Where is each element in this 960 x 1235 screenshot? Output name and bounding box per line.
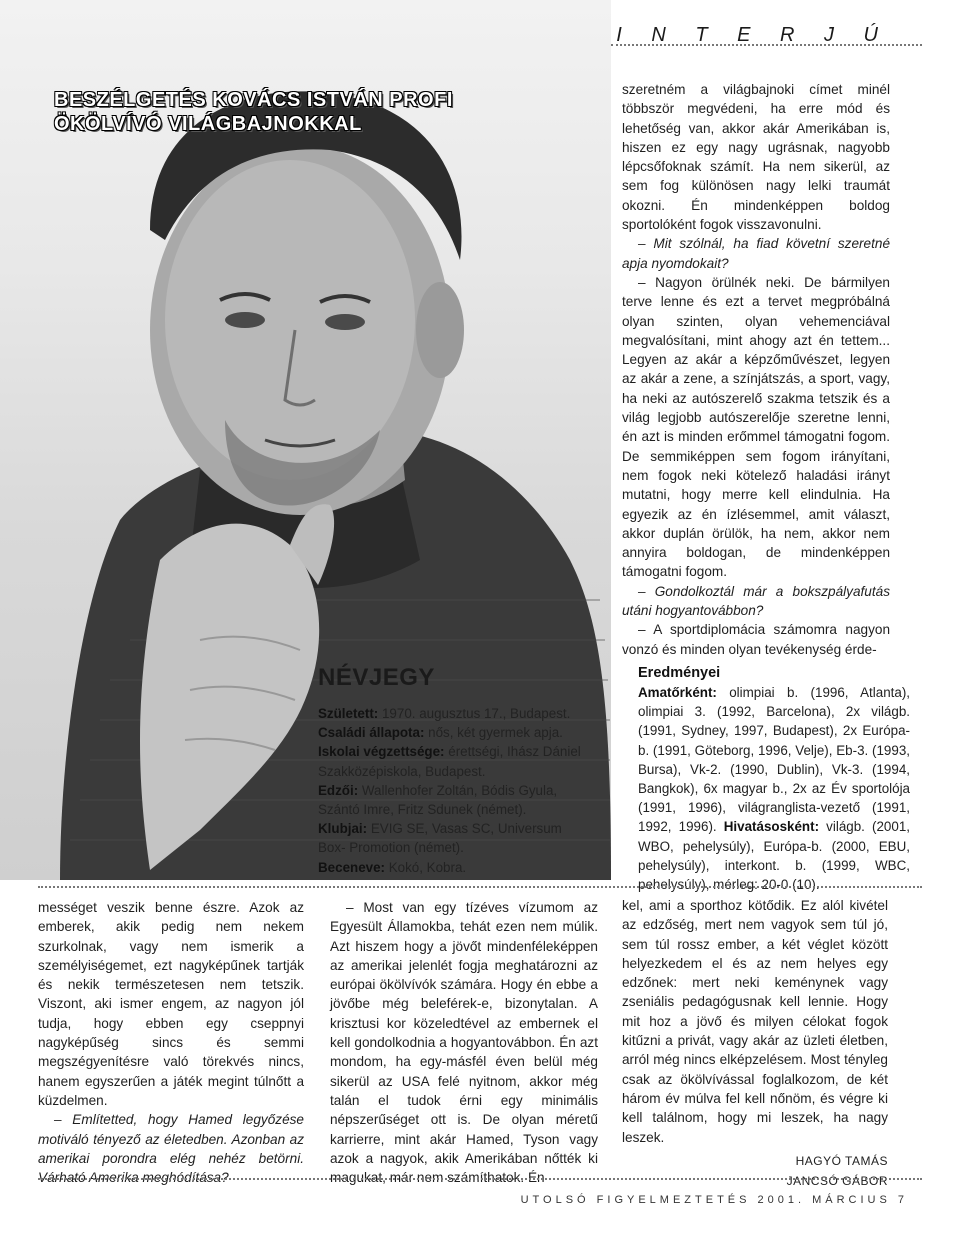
nevjegy-value: EVIG SE, Vasas SC, Universum Box- Promotion (német). — [318, 821, 562, 856]
bottom-divider — [38, 1178, 922, 1180]
results-title: Eredményei — [638, 665, 721, 681]
paragraph: – Nagyon örülnék neki. De bármilyen terve lenne és ezt a tervet megpróbálná olyan szinten, olyan vehemenciával megvalósítani, mint ahogy azt én tettem... Legyen az akár a képzőművészet, legyen az akár a zene, a színjátszás, a sport, vagy, ha neki az autószerelő szakma tetszik és a világ legjobb autószerelője szeretne lenni, én azt is minden erőmmel támogatni fogom. De semmiképpen sem fogom irányítani, nem fogok neki kötelező haladási irányt mutatni, hogy merre kell elindulnia. Ha egyezik az én ízlésemmel, amit választ, akkor duplán örülök, ha nem, akkor nem annyira boldogan, de mindenképpen támogatni fogom. — [622, 274, 890, 580]
results-text — [638, 683, 910, 894]
paragraph: kel, ami a sporthoz kötődik. Ez alól kivétel az edzőség, mert nem vagyok sem túl jó, sem túl rossz ember, a két véglet között helyezkedem el és az nem helyes egy edzőnek: mert neki keménynek vagy zseniális pedagógusnak kell lennie. Hogy mit hoz a jövő és milyen célokat fogok kitűzni a privát, vagy akár az üzleti életben, arról még nincs elképzelésem. Most tényleg csak az ökölvívással foglalkozom, de két három év múlva fel kell nőnöm, és végre ki kell találnom, hogy mi leszek, ha nagy leszek. — [622, 898, 888, 1145]
nevjegy-label: Iskolai végzettsége: — [318, 744, 445, 760]
nevjegy-value: Kokó, Kobra. — [385, 859, 467, 875]
question-paragraph: – Mit szólnál, ha fiad követní szeretné apja nyomdokait? — [622, 236, 890, 271]
nevjegy-row — [318, 704, 588, 723]
nevjegy-info — [318, 704, 588, 877]
question-paragraph: – Gondolkoztál már a bokszpályafutás utáni hogyantovábbon? — [622, 583, 890, 619]
question-paragraph: – Említetted, hogy Hamed legyőzése motiváló tényező az életedben. Azonban az amerikai porondra elég nehéz betörni. Várható Amerika meghódítása? — [38, 1112, 304, 1186]
nevjegy-row — [318, 781, 588, 819]
nevjegy-row — [318, 858, 588, 877]
header-divider — [611, 44, 922, 46]
amateur-label: Amatőrként: — [638, 685, 717, 700]
article-headline: BESZÉLGETÉS KOVÁCS ISTVÁN PROFI ÖKÖLVÍVÓ VILÁGBAJNOKKAL — [54, 89, 453, 135]
nevjegy-value: érettségi, Ihász Dániel Szakközépiskola, Budapest. — [318, 744, 581, 779]
nevjegy-value: Wallenhofer Zoltán, Bódis Gyula, Szántó Imre, Fritz Sdunek (német). — [318, 782, 558, 818]
nevjegy-label: Klubjai: — [318, 821, 368, 837]
nevjegy-row — [318, 742, 588, 780]
paragraph: mességet veszik benne észre. Azok az emberek, akik pedig nem nekem szurkolnak, vagy nem ismerik a személyiségemet, ezt nagyképűnek tartják és nekik természetesen nem tetszik. Viszont, aki ismer engem, az nagyon jól tudja, hogy ebben egy cseppnyi nagyképűség sincs és semmi megszégyenítésre való törekvés nincs, hanem egyszerűen a játék megint túlnőtt a küzdelmen. — [38, 900, 304, 1108]
paragraph: – Most van egy tízéves vízumom az Egyesült Államokba, tehát ezen nem múlik. Azt hiszem hogy a jövőt mindenféleképpen az amerikai jelenlét fogja meghatározni az európai ökölvívók számára. Hogy én ebbe a jövőbe még beleférek-e, bizonytalan. A krisztusi kor közeledtével az embernek el kell gondolkodnia a hogyantovábbon. Én azt mondom, ha egy-másfél éven belül még sikerül az USA felé nyitnom, akkor még talán el tudok érni egy minimális népszerűséget ott is. De olyan méretű karrierre, mint akár Hamed, Tyson vagy azok a nagyok, akik Amerikában nőtték ki magukat, már nem számíthatok. Én — [330, 900, 598, 1186]
paragraph: – A sportdiplomácia számomra nagyon vonzó és minden olyan tevékenység érde- — [622, 622, 890, 657]
middle-divider — [38, 886, 922, 888]
page-footer: UTOLSÓ FIGYELMEZTETÉS 2001. MÁRCIUS 7 — [520, 1194, 908, 1206]
nevjegy-value: nős, két gyermek apja. — [424, 725, 563, 741]
amateur-results: olimpiai b. (1996, Atlanta), olimpiai 3. (1992, Barcelona), 2x világb. (1991, Sydney, 1997, Budapest), 2x Európa-b. (1991, Göteborg, 1996, Velje), Eb-3. (1993, Bursa), Vk-2. (1990, Dublin), Vk-3. (1994, Bangkok), 6x magyar b., 2x az Év sportolója (1991, 1996), világranglista-vezető (1991, 1992, 1996). — [638, 685, 910, 835]
nevjegy-title: NÉVJEGY — [318, 664, 435, 691]
author-signatures — [622, 1151, 888, 1191]
nevjegy-label: Született: — [318, 706, 379, 721]
bottom-column-1 — [38, 898, 304, 1187]
bottom-column-2 — [330, 898, 598, 1187]
nevjegy-row — [318, 723, 588, 742]
nevjegy-value: 1970. augusztus 17., Budapest. — [378, 706, 571, 721]
paragraph: szeretném a világbajnoki címet minél többször megvédeni, ha erre mód és lehetőség van, akkor akár Amerikában is, hiszen ez egy nagy ugrásnak, nagyobb lépcsőfoknak számít. Ha nem sikerül, az sem fog különösen nagy lelki traumát okozni. Én mindenképpen boldog sportolóként fogok visszavonulni. — [622, 82, 890, 233]
bottom-column-3 — [622, 896, 888, 1191]
section-label: I N T E R J Ú — [616, 24, 890, 46]
author-name: JANCSÓ GÁBOR — [786, 1173, 888, 1188]
nevjegy-row — [318, 819, 588, 857]
professional-results: világb. (2001, WBO, pehelysúly), Európa-b. (2000, EBU, pehelysúly), interkont. b. (1999, WBC, pehelysúly), mérleg: 20-0 (10). — [638, 819, 910, 893]
right-column-text — [622, 80, 890, 659]
professional-label: Hivatásosként: — [723, 819, 820, 835]
nevjegy-label: Edzői: — [318, 782, 359, 798]
nevjegy-label: Beceneve: — [318, 859, 385, 875]
author-name: HAGYÓ TAMÁS — [795, 1153, 888, 1168]
nevjegy-label: Családi állapota: — [318, 725, 425, 741]
